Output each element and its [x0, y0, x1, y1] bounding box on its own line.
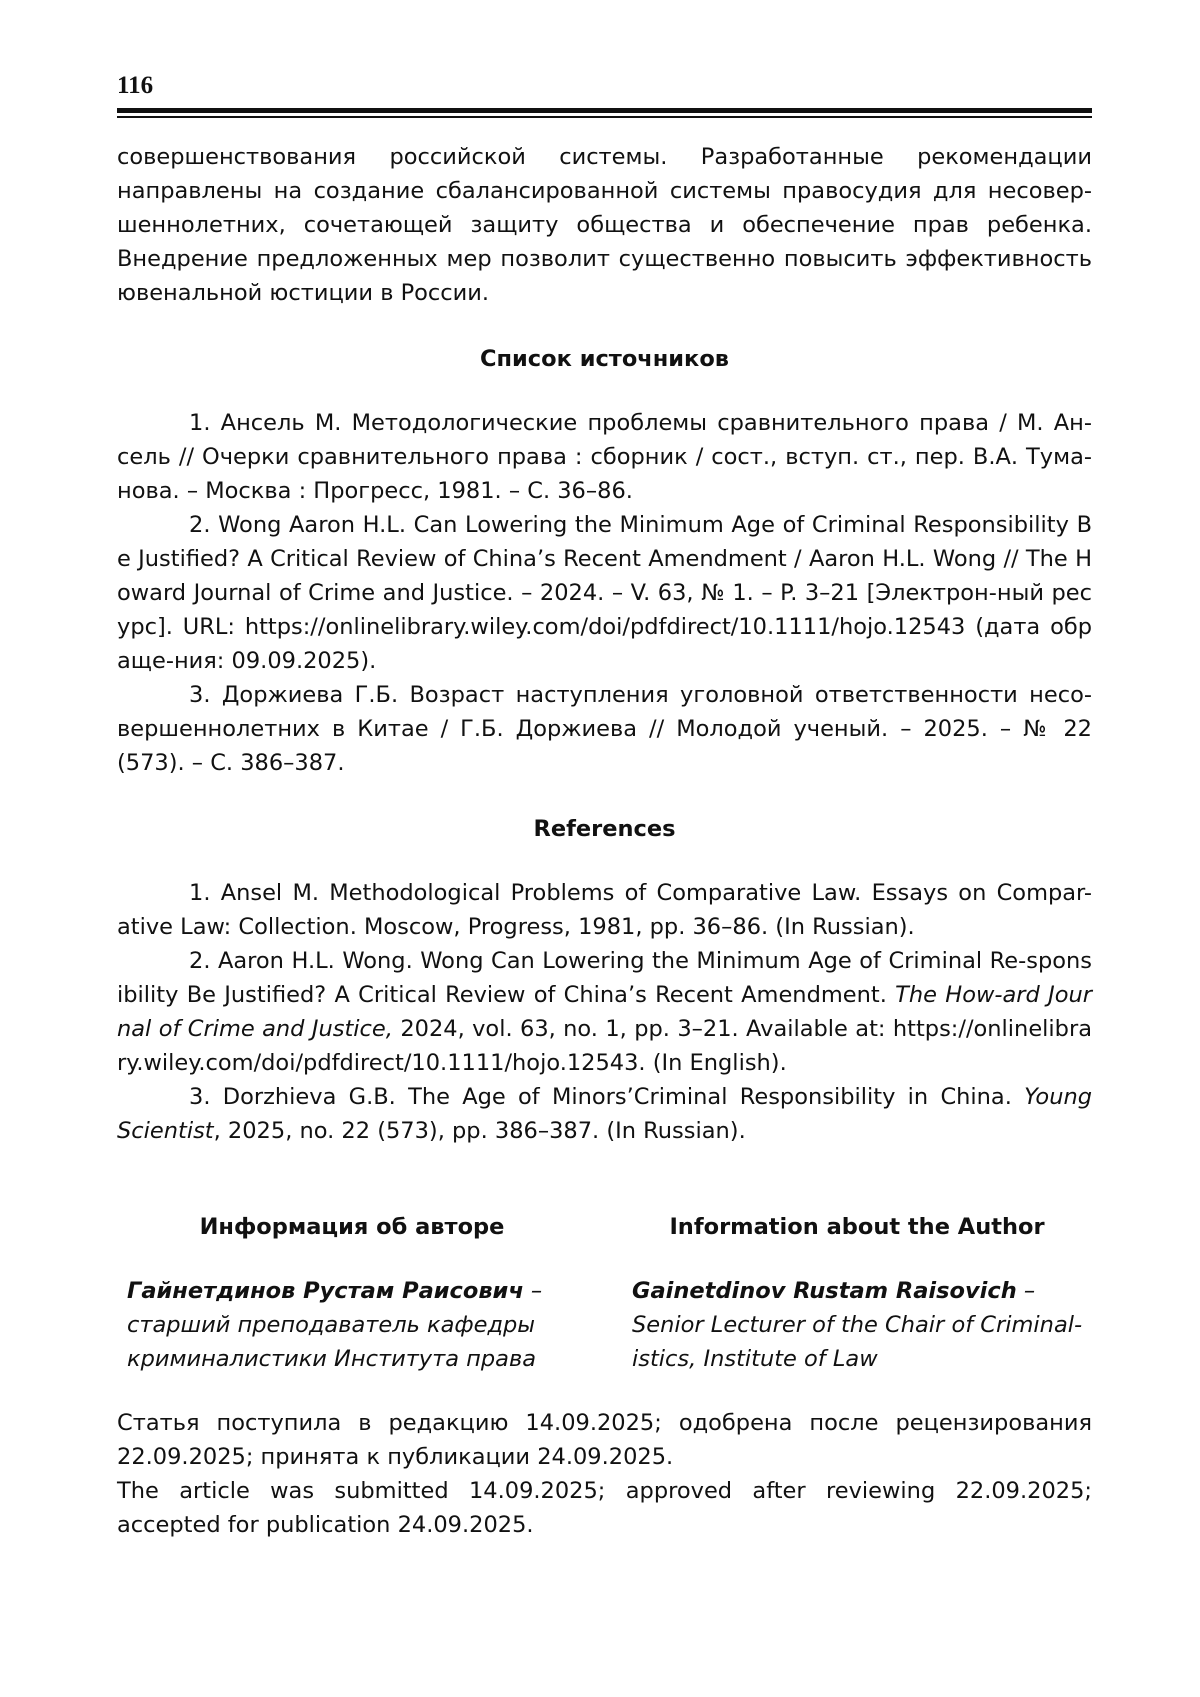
references-en-title: References — [533, 816, 676, 842]
source-ru-item-3: 3. Доржиева Г.Б. Возраст наступления уголовной ответственности несо-вершеннолетних в Китае / Г.Б. Доржиева // Молодой ученый. – 2025. – № 22 (573). – С. 386–387. — [117, 682, 1092, 776]
author-info-ru — [117, 1210, 587, 1376]
author-info — [117, 1210, 1092, 1376]
author-en-body — [622, 1274, 1092, 1376]
reference-en-item-2-journal: The How-ard Journal of Crime and Justice, — [117, 982, 1092, 1042]
header-rule-thin — [117, 116, 1092, 118]
author-en-dash: – — [1016, 1278, 1036, 1304]
page-content — [117, 140, 1092, 1542]
author-ru-name: Гайнетдинов Рустам Раисович — [127, 1278, 524, 1304]
reference-en-item-3-tail: , 2025, no. 22 (573), pp. 386–387. (In Russian). — [213, 1118, 746, 1144]
references-en-list — [117, 876, 1092, 1148]
dates-en: The article was submitted 14.09.2025; approved after reviewing 22.09.2025; accepted for publication 24.09.2025. — [117, 1478, 1092, 1538]
dates-ru: Статья поступила в редакцию 14.09.2025; одобрена после рецензирования 22.09.2025; принята к публикации 24.09.2025. — [117, 1410, 1092, 1470]
reference-en-item-3-lead: 3. Dorzhieva G.B. The Age of Minors’Criminal Responsibility in China. — [189, 1084, 1025, 1110]
header-rule-thick — [117, 108, 1092, 113]
intro-paragraph: совершенствования российской системы. Разработанные рекомендации направлены на создание сбалансированной системы правосудия для несовер-шеннолетних, сочетающей защиту общества и обеспечение прав ребенка. Внедрение предложенных мер позволит существенно повысить эффективность ювенальной юстиции в России. — [117, 144, 1092, 306]
author-ru-dash: – — [523, 1278, 543, 1304]
reference-en-item-1: 1. Ansel M. Methodological Problems of Comparative Law. Essays on Compar-ative Law: Collection. Moscow, Progress, 1981, pp. 36–86. (In Russian). — [117, 880, 1092, 940]
header-rule — [117, 108, 1092, 118]
author-ru-body — [117, 1274, 587, 1376]
source-ru-item-2: 2. Wong Aaron H.L. Can Lowering the Minimum Age of Criminal Responsibility Be Justified? A Critical Review of China’s Recent Amendment / Aaron H.L. Wong // The Howard Journal of Crime and Justice. – 2024. – V. 63, № 1. – P. 3–21 [Электрон-ный ресурс]. URL: https://onlinelibrary.wiley.com/doi/pdfdirect/10.1111/hojo.12543 (дата обраще-ния: 09.09.2025). — [117, 512, 1092, 674]
reference-en-item-3-journal: Young Scientist — [117, 1084, 1092, 1144]
reference-en-item-2-tail: 2024, vol. 63, no. 1, pp. 3–21. Available at: https://onlinelibrary.wiley.com/doi/pdfdirect/10.1111/hojo.12543. (In English). — [117, 1016, 1092, 1076]
author-info-en — [622, 1210, 1092, 1376]
author-ru-heading: Информация об авторе — [199, 1214, 505, 1240]
author-ru-position: старший преподаватель кафедры криминалистики Института права — [127, 1312, 536, 1372]
author-en-position: Senior Lecturer of the Chair of Criminal-istics, Institute of Law — [632, 1312, 1083, 1372]
reference-en-item-2-lead: 2. Aaron H.L. Wong. Wong Can Lowering the Minimum Age of Criminal Re-sponsibility Be Justified? A Critical Review of China’s Recent Amendment. — [117, 948, 1092, 1008]
sources-ru-list — [117, 406, 1092, 780]
author-en-heading: Information about the Author — [669, 1214, 1045, 1240]
sources-ru-title: Список источников — [479, 346, 730, 372]
author-en-name: Gainetdinov Rustam Raisovich — [632, 1278, 1017, 1304]
reference-en-item-2 — [117, 944, 1092, 1080]
page-number: 116 — [117, 72, 154, 99]
reference-en-item-3 — [117, 1080, 1092, 1148]
source-ru-item-1: 1. Ансель М. Методологические проблемы сравнительного права / М. Ан-сель // Очерки сравнительного права : сборник / сост., вступ. ст., пер. В.А. Тума-нова. – Москва : Прогресс, 1981. – С. 36–86. — [117, 410, 1092, 504]
